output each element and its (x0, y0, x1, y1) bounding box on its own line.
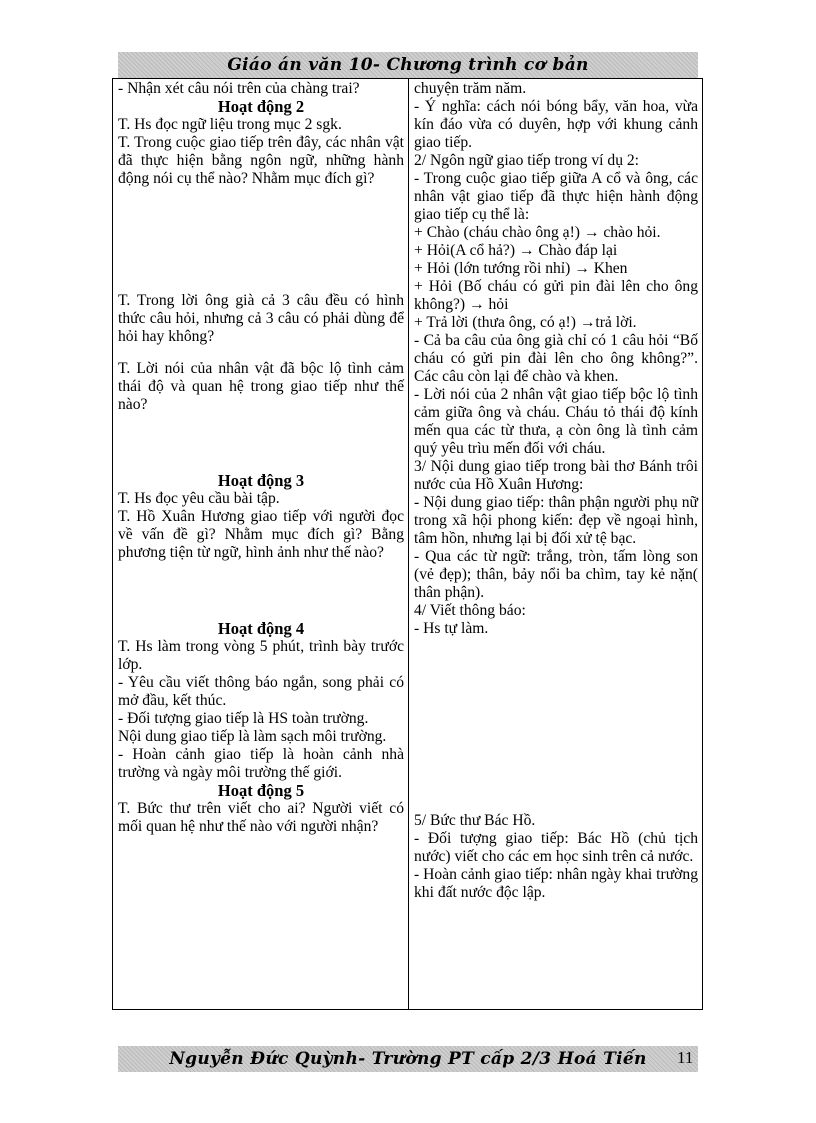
left-paragraph: - Đối tượng giao tiếp là HS toàn trường. (118, 710, 369, 727)
left-paragraph: T. Hồ Xuân Hương giao tiếp với người đọc về vấn đề gì? Nhằm mục đích gì? Bằng phương tiện từ ngữ, hình ảnh như thế nào? (118, 508, 404, 561)
page-header-title: Giáo án văn 10- Chương trình cơ bản (227, 55, 589, 75)
page-header-banner (118, 52, 698, 78)
left-paragraph: Nội dung giao tiếp là làm sạch môi trường. (118, 728, 387, 745)
left-paragraph: T. Lời nói của nhân vật đã bộc lộ tình cảm thái độ và quan hệ trong giao tiếp như thế nào? (118, 360, 404, 413)
right-paragraph: - Nội dung giao tiếp: thân phận người phụ nữ trong xã hội phong kiến: đẹp về ngoại hình, tâm hồn, nhưng lại bị đối xử tệ bạc. (414, 494, 698, 547)
activity-heading: Hoạt động 2 (217, 97, 305, 116)
right-paragraph: + Trả lời (thưa ông, có ạ!) →trả lời. (414, 314, 637, 331)
left-paragraph: T. Hs làm trong vòng 5 phút, trình bày trước lớp. (118, 638, 404, 673)
right-paragraph: - Đối tượng giao tiếp: Bác Hồ (chủ tịch nước) viết cho các em học sinh trên cả nước. (414, 830, 698, 865)
right-paragraph: 4/ Viết thông báo: (414, 602, 526, 619)
teacher-activity-column (113, 79, 409, 1009)
activity-heading: Hoạt động 3 (217, 471, 305, 490)
left-paragraph: T. Trong lời ông già cả 3 câu đều có hình thức câu hỏi, nhưng cả 3 câu có phải dùng để hỏi hay không? (118, 292, 404, 345)
right-paragraph: - Trong cuộc giao tiếp giữa A cổ và ông, các nhân vật giao tiếp đã thực hiện hành động giao tiếp cụ thể là: (414, 170, 698, 223)
right-paragraph: - Qua các từ ngữ: trắng, tròn, tấm lòng son (vẻ đẹp); thân, bảy nổi ba chìm, tay kẻ nặn( thân phận). (414, 548, 698, 601)
right-paragraph: - Hs tự làm. (414, 620, 489, 637)
left-paragraph: - Yêu cầu viết thông báo ngắn, song phải có mở đầu, kết thúc. (118, 674, 404, 709)
right-paragraph: - Cả ba câu của ông già chỉ có 1 câu hỏi “Bố cháu có gửi pin đài lên cho ông không?”. Các câu còn lại để chào và khen. (414, 332, 698, 385)
activity-heading: Hoạt động 4 (217, 619, 305, 638)
page-number: 11 (677, 1048, 694, 1067)
right-paragraph: + Hỏi (Bố cháu có gửi pin đài lên cho ông không?) → hỏi (414, 278, 698, 313)
right-paragraph: - Hoàn cảnh giao tiếp: nhân ngày khai trường khi đất nước độc lập. (414, 866, 698, 901)
activity-heading: Hoạt động 5 (217, 781, 305, 800)
right-paragraph: - Lời nói của 2 nhân vật giao tiếp bộc lộ tình cảm giữa ông và cháu. Cháu tỏ thái độ kính mến qua các từ thưa, ạ còn ông là tình cảm quý yêu trìu mến đối với cháu. (414, 386, 698, 457)
right-paragraph: 3/ Nội dung giao tiếp trong bài thơ Bánh trôi nước của Hồ Xuân Hương: (414, 458, 698, 493)
right-paragraph: + Chào (cháu chào ông ạ!) → chào hỏi. (414, 224, 661, 241)
page-footer-author: Nguyễn Đức Quỳnh- Trường PT cấp 2/3 Hoá Tiến (169, 1049, 647, 1069)
left-paragraph: T. Hs đọc ngữ liệu trong mục 2 sgk. (118, 116, 342, 133)
right-paragraph: + Hỏi (lớn tướng rồi nhỉ) → Khen (414, 260, 628, 277)
right-paragraph: chuyện trăm năm. (414, 80, 527, 97)
left-paragraph: T. Hs đọc yêu cầu bài tập. (118, 490, 280, 507)
left-paragraph: - Hoàn cảnh giao tiếp là hoàn cảnh nhà trường và ngày môi trường thế giới. (118, 746, 404, 781)
left-paragraph: T. Trong cuộc giao tiếp trên đây, các nhân vật đã thực hiện bằng ngôn ngữ, những hành động nói cụ thể nào? Nhằm mục đích gì? (118, 134, 404, 187)
left-paragraph: - Nhận xét câu nói trên của chàng trai? (118, 80, 360, 97)
right-paragraph: - Ý nghĩa: cách nói bóng bẩy, văn hoa, vừa kín đáo vừa có duyên, hợp với khung cảnh giao tiếp. (414, 98, 698, 151)
right-paragraph: 5/ Bức thư Bác Hồ. (414, 812, 536, 829)
page-footer-banner (118, 1046, 698, 1072)
right-paragraph: 2/ Ngôn ngữ giao tiếp trong ví dụ 2: (414, 152, 640, 169)
student-content-column (409, 79, 702, 1009)
lesson-table (112, 78, 703, 1010)
left-paragraph: T. Bức thư trên viết cho ai? Người viết có mối quan hệ như thế nào với người nhận? (118, 800, 404, 835)
right-paragraph: + Hỏi(A cổ hả?) → Chào đáp lại (414, 242, 618, 259)
